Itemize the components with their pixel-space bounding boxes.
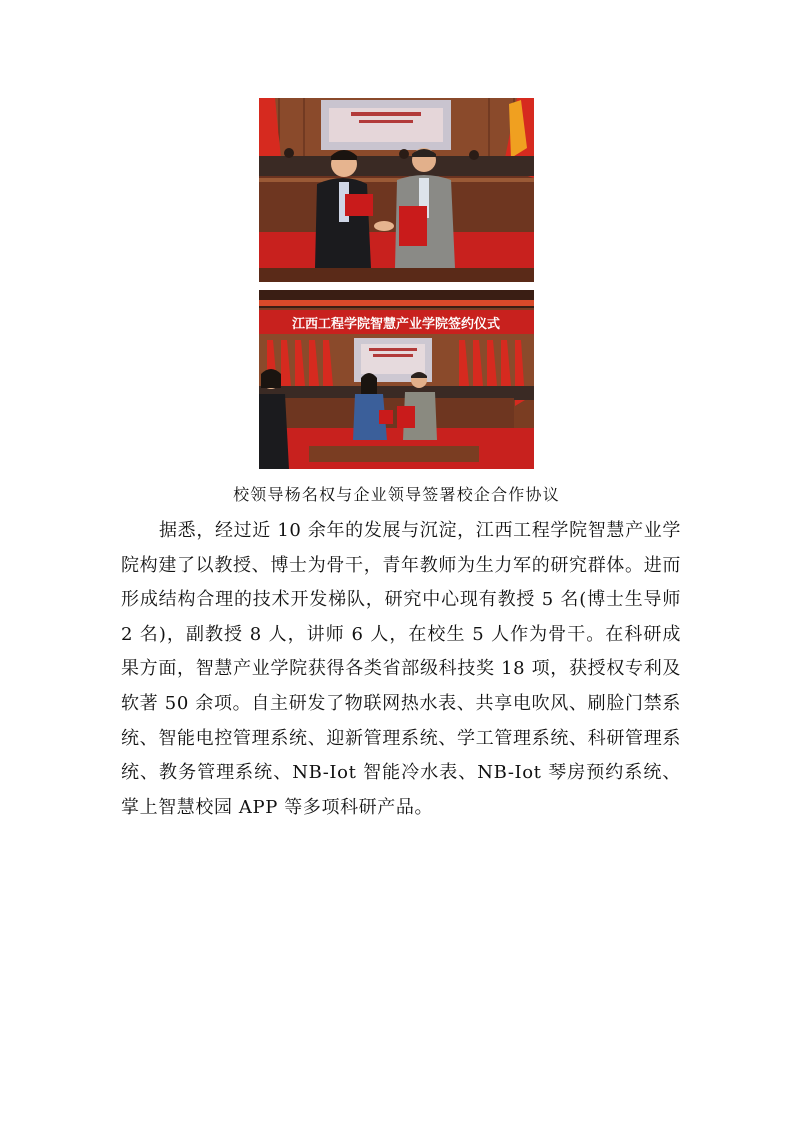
signing-photo-bottom-image [259, 290, 534, 469]
signing-photo-top [259, 98, 534, 282]
signing-photo-top-image [259, 98, 534, 282]
photo-caption: 校领导杨名权与企业领导签署校企合作协议 [233, 485, 560, 504]
article-paragraph: 据悉，经过近 10 余年的发展与沉淀，江西工程学院智慧产业学院构建了以教授、博士为骨干，青年教师为生力军的研究群体。进而形成结构合理的技术开发梯队，研究中心现有教授 5 名(博士生导师 2 名)，副教授 8 人，讲师 6 人，在校生 5 人作为骨干。在科研成果方面，智慧产业学院获得各类省部级科技奖 18 项，获授权专利及软著 50 余项。自主研发了物联网热水表、共享电吹风、刷脸门禁系统、智能电控管理系统、迎新管理系统、学工管理系统、科研管理系统、教务管理系统、NB-Iot 智能冷水表、NB-Iot 琴房预约系统、掌上智慧校园 APP 等多项科研产品。 [121, 520, 681, 818]
signing-photo-bottom [259, 290, 534, 469]
banner-text: 江西工程学院智慧产业学院签约仪式 [291, 317, 501, 332]
